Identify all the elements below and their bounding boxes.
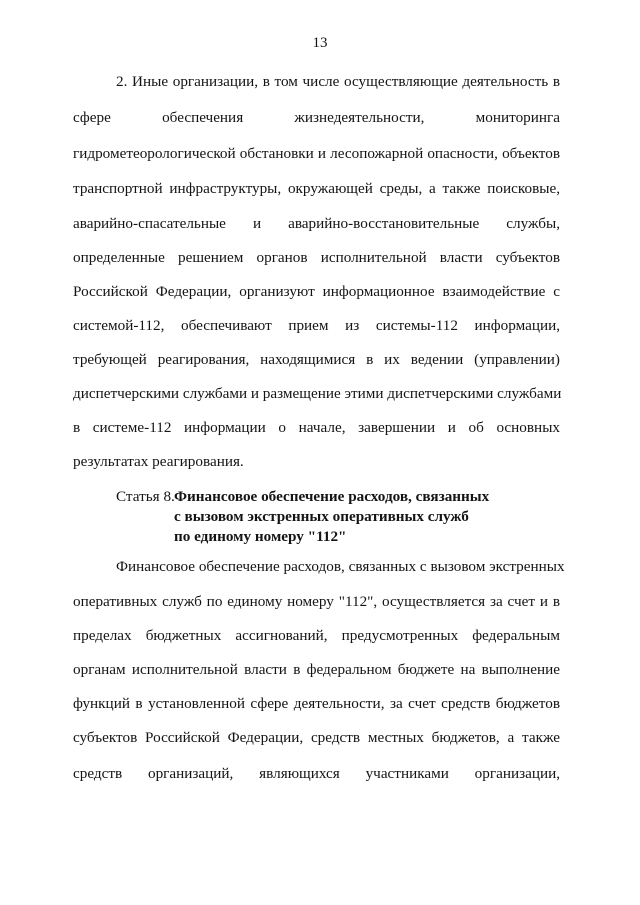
article-title-line: с вызовом экстренных оперативных служб xyxy=(174,508,469,525)
article-title-line: Финансовое обеспечение расходов, связанных xyxy=(174,488,490,505)
article-label: Статья 8. xyxy=(116,488,175,505)
text-line: в системе-112 информации о начале, завершении и об основных xyxy=(73,419,560,436)
text-line: 2. Иные организации, в том числе осуществляющие деятельность в xyxy=(116,73,560,90)
text-line: сфере обеспечения жизнедеятельности, мониторинга xyxy=(73,109,560,126)
text-line: функций в установленной сфере деятельности, за счет средств бюджетов xyxy=(73,695,560,712)
text-line: Финансовое обеспечение расходов, связанных с вызовом экстренных xyxy=(116,558,565,575)
page-number: 13 xyxy=(312,35,328,51)
text-line: органам исполнительной власти в федеральном бюджете на выполнение xyxy=(73,661,560,678)
text-line: системой-112, обеспечивают прием из системы-112 информации, xyxy=(73,317,560,334)
text-line: аварийно-спасательные и аварийно-восстановительные службы, xyxy=(73,215,560,232)
article-title-line: по единому номеру "112" xyxy=(174,528,347,545)
text-line: пределах бюджетных ассигнований, предусмотренных федеральным xyxy=(73,627,560,644)
text-line: результатах реагирования. xyxy=(73,453,244,470)
text-line: транспортной инфраструктуры, окружающей среды, а также поисковые, xyxy=(73,180,560,197)
text-line: субъектов Российской Федерации, средств местных бюджетов, а также xyxy=(73,729,560,746)
text-line: требующей реагирования, находящимися в их ведении (управлении) xyxy=(73,351,560,368)
text-line: оперативных служб по единому номеру "112", осуществляется за счет и в xyxy=(73,593,560,610)
text-line: определенные решением органов исполнительной власти субъектов xyxy=(73,249,560,266)
text-line: Российской Федерации, организуют информационное взаимодействие с xyxy=(73,283,560,300)
text-line: гидрометеорологической обстановки и лесопожарной опасности, объектов xyxy=(73,145,560,162)
text-line: диспетчерскими службами и размещение этими диспетчерскими службами xyxy=(73,385,562,402)
article-title xyxy=(174,487,489,547)
text-line: средств организаций, являющихся участниками организации, xyxy=(73,765,560,782)
